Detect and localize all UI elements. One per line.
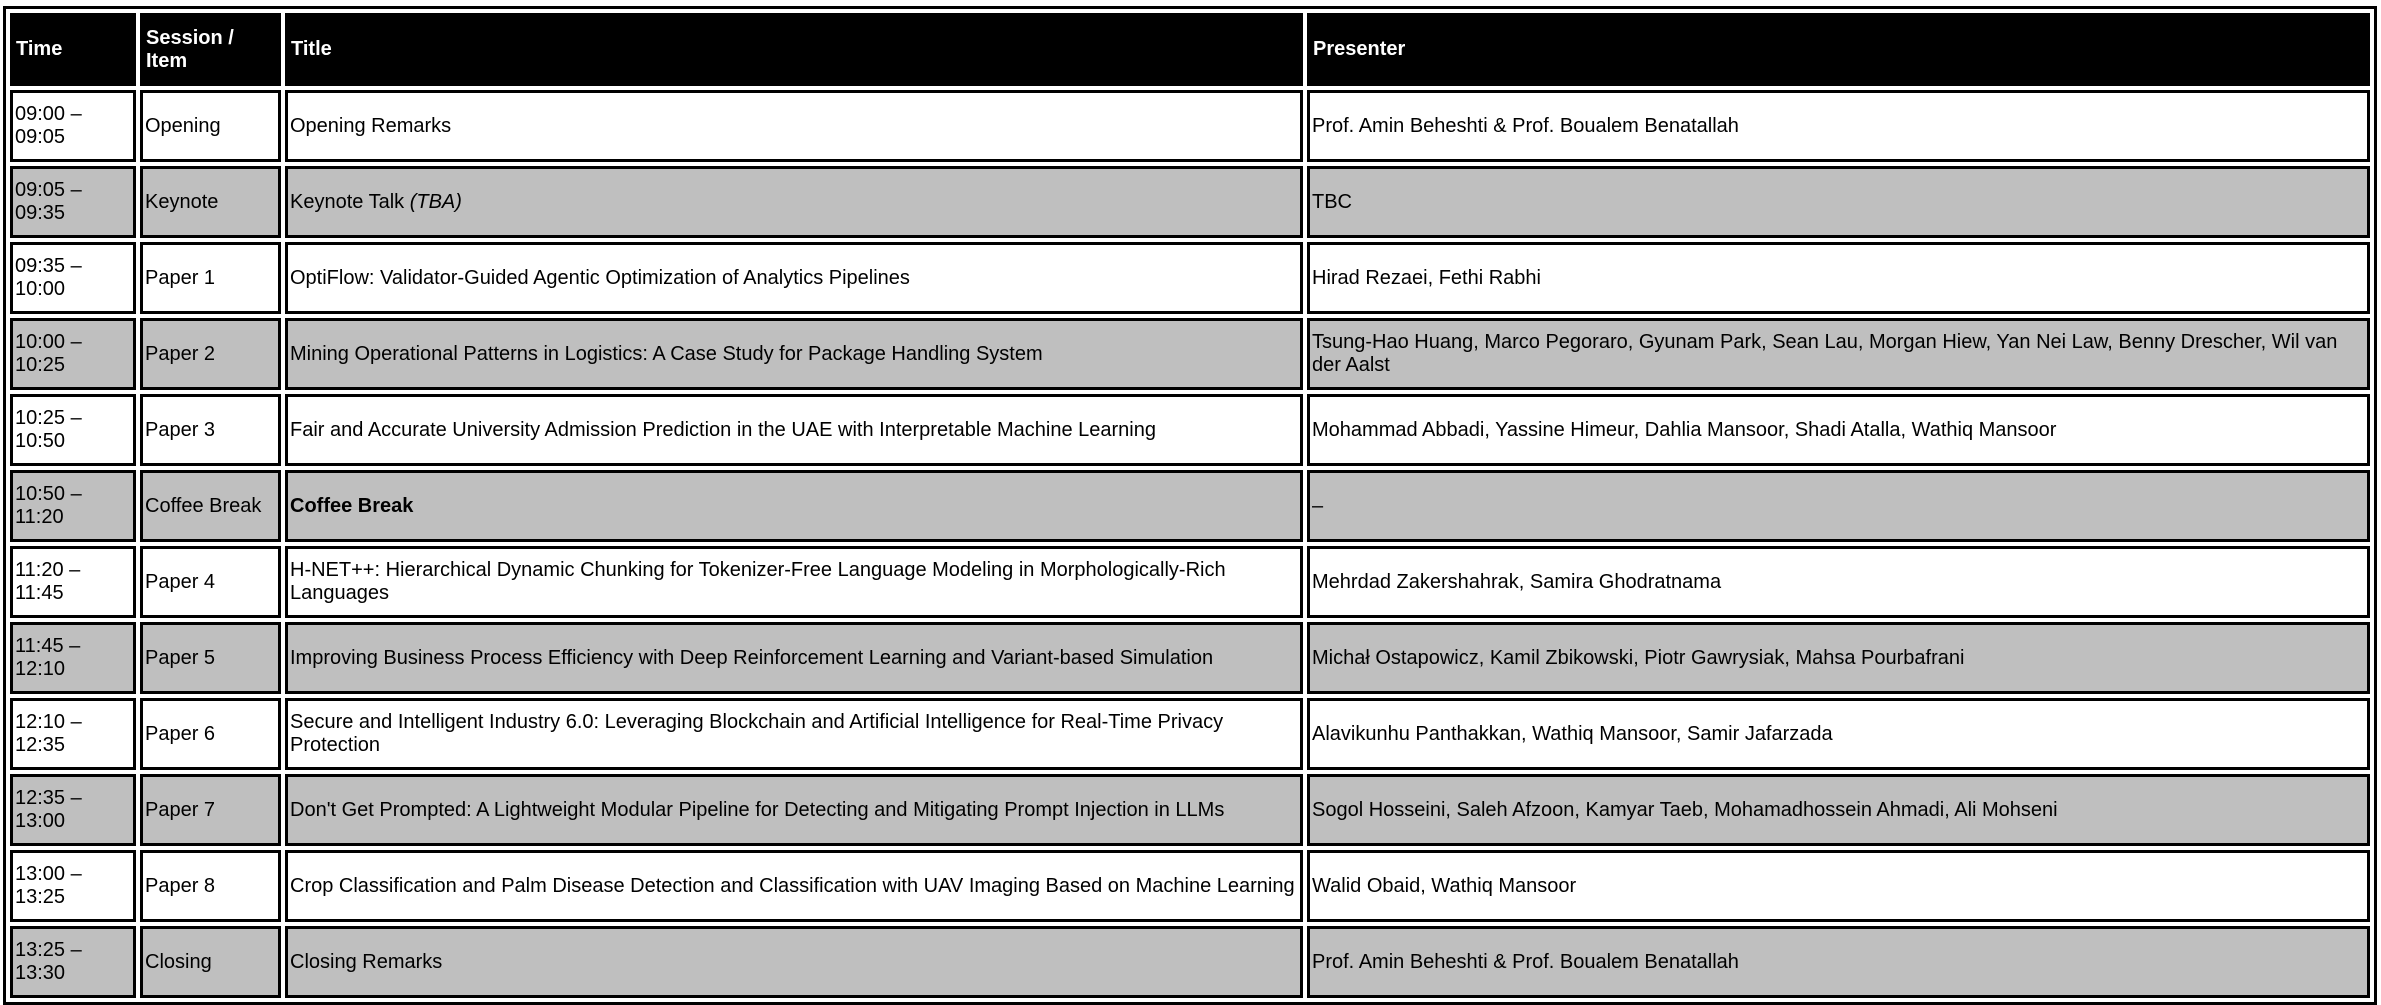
presenter-cell: Tsung-Hao Huang, Marco Pegoraro, Gyunam Park, Sean Lau, Morgan Hiew, Yan Nei Law, Benny Drescher, Wil van der Aalst: [1307, 318, 2370, 390]
schedule-row: [10, 470, 2370, 542]
time-cell: 13:00 – 13:25: [10, 850, 136, 922]
title-suffix: (TBA): [409, 190, 462, 213]
schedule-row: [10, 166, 2370, 238]
time-cell: 13:25 – 13:30: [10, 926, 136, 998]
title-text: Closing Remarks: [290, 950, 443, 973]
title-text: Keynote Talk: [290, 190, 410, 213]
title-cell: [285, 926, 1303, 998]
presenter-cell: Mohammad Abbadi, Yassine Himeur, Dahlia Mansoor, Shadi Atalla, Wathiq Mansoor: [1307, 394, 2370, 466]
session-cell: Paper 2: [140, 318, 281, 390]
time-cell: 10:25 – 10:50: [10, 394, 136, 466]
title-text: Opening Remarks: [290, 114, 452, 137]
presenter-cell: Prof. Amin Beheshti & Prof. Boualem Benatallah: [1307, 926, 2370, 998]
title-cell: [285, 166, 1303, 238]
presenter-cell: Michał Ostapowicz, Kamil Zbikowski, Piotr Gawrysiak, Mahsa Pourbafrani: [1307, 622, 2370, 694]
schedule-row: [10, 926, 2370, 998]
time-cell: 09:05 – 09:35: [10, 166, 136, 238]
presenter-cell: TBC: [1307, 166, 2370, 238]
time-cell: 10:50 – 11:20: [10, 470, 136, 542]
session-cell: Paper 1: [140, 242, 281, 314]
schedule-row: [10, 698, 2370, 770]
schedule-row: [10, 90, 2370, 162]
schedule-row: [10, 318, 2370, 390]
title-cell: [285, 470, 1303, 542]
title-text: Fair and Accurate University Admission Prediction in the UAE with Interpretable Machine Learning: [290, 418, 1156, 441]
title-text: Crop Classification and Palm Disease Detection and Classification with UAV Imaging Based on Machine Learning: [290, 874, 1295, 897]
time-cell: 09:00 – 09:05: [10, 90, 136, 162]
session-cell: Opening: [140, 90, 281, 162]
title-cell: [285, 90, 1303, 162]
schedule-row: [10, 546, 2370, 618]
schedule-row: [10, 850, 2370, 922]
header-presenter: Presenter: [1307, 13, 2370, 86]
presenter-cell: –: [1307, 470, 2370, 542]
title-cell: [285, 850, 1303, 922]
time-cell: 09:35 – 10:00: [10, 242, 136, 314]
schedule-row: [10, 394, 2370, 466]
session-cell: Paper 6: [140, 698, 281, 770]
session-cell: Closing: [140, 926, 281, 998]
title-text: Secure and Intelligent Industry 6.0: Leveraging Blockchain and Artificial Intelligence for Real-Time Privacy Protection: [290, 711, 1224, 756]
title-cell: [285, 774, 1303, 846]
title-cell: [285, 394, 1303, 466]
title-text: Don't Get Prompted: A Lightweight Modular Pipeline for Detecting and Mitigating Prompt Injection in LLMs: [290, 798, 1225, 821]
time-cell: 11:45 – 12:10: [10, 622, 136, 694]
time-cell: 12:35 – 13:00: [10, 774, 136, 846]
title-cell: [285, 622, 1303, 694]
title-cell: [285, 242, 1303, 314]
title-text: OptiFlow: Validator-Guided Agentic Optimization of Analytics Pipelines: [290, 266, 910, 289]
schedule-row: [10, 774, 2370, 846]
session-cell: Paper 3: [140, 394, 281, 466]
presenter-cell: Prof. Amin Beheshti & Prof. Boualem Benatallah: [1307, 90, 2370, 162]
session-cell: Keynote: [140, 166, 281, 238]
time-cell: 11:20 – 11:45: [10, 546, 136, 618]
schedule-table: [3, 6, 2377, 1005]
title-text: Coffee Break: [290, 494, 414, 517]
title-cell: [285, 318, 1303, 390]
title-text: Mining Operational Patterns in Logistics: A Case Study for Package Handling System: [290, 342, 1043, 365]
session-cell: Paper 5: [140, 622, 281, 694]
session-cell: Coffee Break: [140, 470, 281, 542]
session-cell: Paper 8: [140, 850, 281, 922]
presenter-cell: Walid Obaid, Wathiq Mansoor: [1307, 850, 2370, 922]
title-text: Improving Business Process Efficiency with Deep Reinforcement Learning and Variant-based Simulation: [290, 646, 1214, 669]
presenter-cell: Mehrdad Zakershahrak, Samira Ghodratnama: [1307, 546, 2370, 618]
presenter-cell: Alavikunhu Panthakkan, Wathiq Mansoor, Samir Jafarzada: [1307, 698, 2370, 770]
time-cell: 10:00 – 10:25: [10, 318, 136, 390]
schedule-body: [10, 90, 2370, 998]
presenter-cell: Hirad Rezaei, Fethi Rabhi: [1307, 242, 2370, 314]
header-row: [10, 13, 2370, 86]
time-cell: 12:10 – 12:35: [10, 698, 136, 770]
schedule-row: [10, 622, 2370, 694]
schedule-row: [10, 242, 2370, 314]
title-cell: [285, 698, 1303, 770]
title-cell: [285, 546, 1303, 618]
title-text: H-NET++: Hierarchical Dynamic Chunking for Tokenizer-Free Language Modeling in Morphologically-Rich Languages: [290, 559, 1226, 604]
header-time: Time: [10, 13, 136, 86]
session-cell: Paper 7: [140, 774, 281, 846]
session-cell: Paper 4: [140, 546, 281, 618]
header-title: Title: [285, 13, 1303, 86]
presenter-cell: Sogol Hosseini, Saleh Afzoon, Kamyar Taeb, Mohamadhossein Ahmadi, Ali Mohseni: [1307, 774, 2370, 846]
header-session: Session / Item: [140, 13, 281, 86]
